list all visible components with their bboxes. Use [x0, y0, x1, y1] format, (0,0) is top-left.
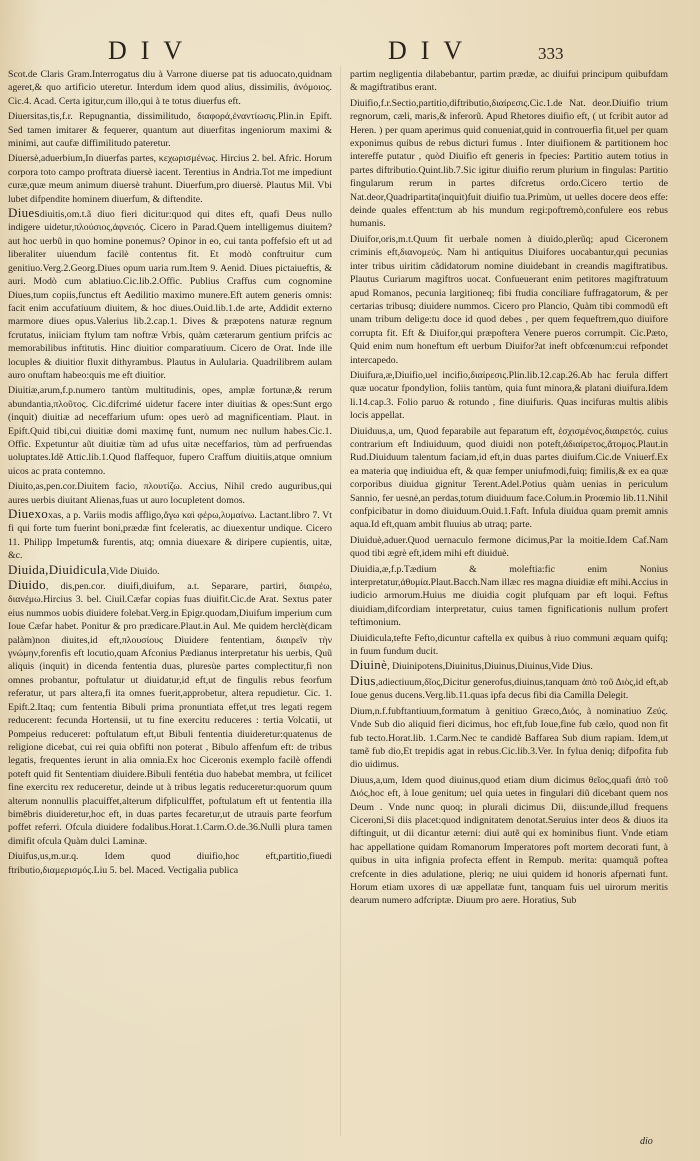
dictionary-entry: [350, 532, 668, 561]
dictionary-entry: [350, 630, 668, 659]
entry-text: , dis,pen.cor. diuifi,diuifum, a.t. Separare, partiri, διαιρέω, διανέμω.Hircius 3. bel. Ciuil.Cæfar copias fuas diuifit.Cic.de Arat. Sextus pater eius nummos uobis diuidere folebat.Verg.in Epigr.quodam,Diuifum imperium cum Ioue Cæfar habet. Ponitur & pro prædicare.Plaut.in Aul. Me quidem herclè(dicam palàm)non diuites,id eft,πλουσίους Diuidere fententiam, διαιρεῖν τὴν γνώμην,forenfis eft locutio,quam Afconius Pædianus interpretatur his uerbis, Quũ aliquis (inquit) in dicenda fententia duas, pluresùe partes complectitur,fi non omnes probantur, poftulatur ut diuidatur,id eft,ut de fingulis rebus feorfum referatur, ut pars altera,fi ita omnes fuerit,approbetur, altera repudietur. Cic. 1. Epift.2.Itaq; cum fententia Bibuli prima pronuntiata effet,ut tres legati regem reducerent: fecunda Hortensii, ut tu fine exercitu reduceres : tertia Volcatii, ut Pompeius reduceret: poftulatum eft,ut Bibuli fententia diuideretur:quatenus de religione dicebat, cui rei quia obfifti non poterat , Bibulo affenfum eft: de tribus legatis, frequentes ierunt in alia omnia.Ex hoc Ciceronis exemplo facilè offendi poteft quid fit Sententiam diuidere.Bibuli fentétia duo habebat membra, ut fcilicet fine exercitu rex reduceretur, deinde ut à tribus legatis reduceretur:quorum quum alterum nonnullis placuiffet,alterum difpliculffet, poftulatum eft ut fententia illa bimēbris diuideretur,hoc eft, in duas partes fecaretur,ut de utrauis parte feorfum poffet referri. Ofcula diuidere fodalibus.Horat.1.Carm.O.de.36.Nulli plura tamen dimifit ofcula Quàm dulci Laminæ.: [8, 581, 332, 847]
entry-text: Diuitiæ,arum,f.p.numero tantùm multitudinis, opes, amplæ fortunæ,& rerum abundantia,πλοῦτος. Cic.difcrimé uidetur facere inter diuitias & opes:Sunt ergo (inquit) diuitiæ ad neceffarium ufum: opes uerò ad magnificentiam. Plaut. in Epift.Quid tibi,cui diuitiæ domi maximę funt, numum nec nullum habes.Cic.1. Offic. Expetuntur aũt diuitiæ tùm ad ufus uitæ neceffarios, tùm ad perfruendas uoluptates.Idẽ Attic.lib.1.Quod flaffequor, fupero Craffum diuitiis,atque omnium uicos ac prata contemno.: [8, 385, 332, 477]
dictionary-entry: [350, 703, 668, 772]
entry-text: Diuifus,us,m.ur.q. Idem quod diuifio,hoc eft,partitio,fiuedi ftributio,διαμερισμός.Liu 5. bel. Maced. Vectigalia publica: [8, 851, 332, 876]
entry-text: Diuito,as,pen.cor.Diuitem facio, πλουτίζω. Accius, Nihil credo auguribus,qui aures uerbis diuitant Alienas,fuas ut auro locupletent domos.: [8, 481, 332, 506]
right-column: [350, 66, 668, 1146]
entry-text: partim negligentia dilabebantur, partim prædæ, ac diuifui principum quibufdam & magiftratibus erant.: [350, 69, 668, 94]
dictionary-entry: [350, 367, 668, 423]
entry-text: Diuifura,æ,Diuifio,uel incifio,διαίρεσις.Plin.lib.12.cap.26.Ab hac ferula differt quæ uocatur fpondylion, foliis tantùm, quia funt minora,& platani diuifura.Idem li.14.cap.3. Folio paruo & rotundo , fine diuifuris. Quas incifuras multis alibis locis appellat.: [350, 369, 668, 422]
dictionary-entry: [8, 206, 332, 382]
entry-text: Diuiduus,a, um, Quod feparabile aut feparatum eft, ἐσχισμένος,διαιρετός. cuius contrarium eft Indiuiduum, quod diuidi non poteft,ἀδιαίρετος,ἄτομος.Plaut.in Rud.Diuiduum talentum faciam,id eft,in duas partes diuifum.Cic.de Vniuerf.Ex ea materia quę indiuidua eft, & quæ femper uniufmodi,fuiq; fimilis,& ex ea quæ corporibus diuidua gignitur Terent.Adel.Potius quàm uenias in periculum Sannio, fer uesnė,an perdas,totum diuiduum face.Colum.in Proœmio lib.11.Nihil confpicibatur in domo diuiduum.Ouid.1.Faft. Infula diuidua quam premit amnis aqua.Id eft,quam ambit fluuius ab utraq; parte.: [350, 425, 668, 531]
dictionary-entry: [8, 563, 332, 578]
entry-text: Dium,n.f.fubftantiuum,formatum à genitiuo Græco,Διός, à nominatiuo Ζεύς. Vnde Sub dio aliquid fieri dicimus, hoc eft,fub Ioue,fine fub cælo, quod non fit fub tecto.Horat.lib. 1.Carm.Nec te candidè Baffarea Sub dium rapiam. Idem,ut tamẽ fub dio,Et trepidis agat in rebus.Cic.lib.3.Ver. In fylua deniq; difpofita fub dio uidimus.: [350, 705, 668, 771]
entry-lemma: Diues: [8, 205, 40, 221]
entry-text: Diuersè,aduerbium,In diuerfas partes, κεχωρισμένως. Hircius 2. bel. Afric. Horum corpora toto campo proftrata diuersè iacent. Terentius in Andria.Tot me impediunt curæ,quæ meum animum diuersè trahunt. Diuerfum,pro diuersè. Plautus Mil. Vbi lubet difpendite hominem diuerfum, & diftendite.: [8, 153, 332, 205]
dictionary-entry: [350, 231, 668, 367]
entry-text: Diuersitas,tis,f.r. Repugnantia, dissimilitudo, διαφορά,ἐναντίωσις.Plin.in Epift. Sed tamen imitarer & fequerer, quantum aut diuerfitas ingeniorum maximi & minimi, aut caufæ diffimilitudo pateretur.: [8, 111, 332, 150]
entry-lemma: Diuido: [8, 577, 46, 593]
entry-text: Diuidicula,tefte Fefto,dicuntur caftella ex quibus à riuo communi æquam quifq; in fuum fundum ducit.: [350, 632, 668, 658]
entry-lemma: Diuexo: [8, 506, 49, 521]
entry-text: ,adiectiuum,δῖος,Dicitur generofus,diuinus,tanquam ἀπὸ τοῦ Διὸς,id eft,ab Ioue genus ducens.Verg.lib.11.quas ipfa decus fibi dia Camilla Delegit.: [350, 676, 668, 702]
entry-text: ,Vide Diuido.: [106, 565, 160, 577]
left-column: [8, 66, 332, 1146]
dictionary-entry: [350, 66, 668, 95]
entry-text: xas, a p. Variis modis affligo,ἄγω καὶ φέρω,λυμαίνω. Lactant.libro 7. Vt fi qui forte tum fuerint boni,prædæ fint fceleratis, ac diuexentur undique. Cicero 11. Philipp Impetum& furentis, atq; omnia diuexare & diripere cupientis, uitæ, &c.: [8, 510, 332, 562]
dictionary-entry: [350, 423, 668, 532]
dictionary-entry: [350, 674, 668, 703]
entry-text: Scot.de Claris Gram.Interrogatus diu à Varrone diuerse pat tis aduocato,quidnam ageret,& quo artificio uteretur. Interdum idem quod alius, dissimilis, ἀνόμοιος. Cic.4. Acad. Certa igitur,cum illo,qui à te totus diuerfus eft.: [8, 69, 332, 107]
dictionary-entry: [8, 507, 332, 563]
column-gutter: [340, 66, 341, 1136]
dictionary-entry: [350, 95, 668, 231]
dictionary-entry: [350, 658, 668, 673]
catchword: dio: [640, 1136, 653, 1147]
dictionary-entry: [350, 561, 668, 630]
entry-text: Diuifio,f.r.Sectio,partitio,diftributio,διαίρεσις.Cic.1.de Nat. deor.Diuifio trium regnorum, cæli, maris,& inferorũ. Apud Rhetores diuifio eft, ( ut fcribit autor ad Heren. ) per quam aperimus quid conueniat,quid in controuerfia fit,uel per quam exponimus quibus de rebus dicturi fumus . Inter diuifionem & partitionem hoc intereffe putatur , quòd Diuifio eft generis in fpecies: Partitio autem totius in partes diftributio.Quint.lib.7.Sic igitur diuifio rerum plurium in fingulas: Partitio fingularum rerum in partes difcretus ordo.Cicero tertio de Nat.deor,Quadripartita(inquit)fuit diuifio tua.Primùm, ut uelles docere deos effe: deinde quales effent:tum ab his mundum regi:poftremò,confulere eos rebus humanis.: [350, 97, 668, 230]
page-number: 333: [538, 44, 564, 63]
dictionary-entry: [8, 578, 332, 848]
header-right-word: DIV: [388, 36, 477, 65]
entry-lemma: Diuinè: [350, 657, 388, 673]
entry-lemma: Diuida,Diuidicula: [8, 561, 107, 577]
dictionary-entry: [8, 848, 332, 877]
dictionary-entry: [8, 478, 332, 507]
entry-text: , Diuinipotens,Diuinitus,Diuinus,Diuinus,Vide Dius.: [387, 661, 593, 673]
entry-lemma: Dius: [350, 672, 376, 688]
dictionary-entry: [8, 66, 332, 108]
dictionary-entry: [8, 382, 332, 478]
entry-text: Diuidia,æ,f.p.Tædium & moleftia:fic enim Nonius interpretatur,ἀθυμία.Plaut.Bacch.Nam illæc res magna diuidiæ eft mihi.Accius in iudicio armorum.Huius me diuidia cogit plufquam par eft loqui. Feftus diuidiam,difcordiam interpretatur, cuius tamen fignificationis nullum profert teftimonium.: [350, 563, 668, 629]
header-left-word: DIV: [108, 36, 197, 65]
entry-text: Diuiduè,aduer.Quod uernaculo fermone dicimus,Par la moitie.Idem Caf.Nam quod tibi ægrè eft,idem mihi eft diuiduè.: [350, 534, 668, 560]
entry-text: Diuifor,oris,m.t.Quum fit uerbale nomen à diuido,plerũq; apud Ciceronem criminis eft,διανομεύς. Nam hi antiquitus Diuifores uocabantur,qui pecunias inter tribus uiritim cãdidatorum nomine diuidebant in creandis magiftratibus. Plautus Curiarum magiftros uocat. Confueuerant enim petitores magiftratuum apud Romanos, pecunia largitioneq; fibi ftudia conciliare fuffragatorum, & per certarias tribusq; diuidere nummos. Cicero pro Plancio, Quàm tibi commodũ eft unam tribum delige:tu doce id quod debes , per quem fequeftrem,quo diuifore corrupta fit. Eft & Diuifor,qui præpoftera Venere pueros corrumpit. Cic.Pæto, Quid enim num honeftum eft uerbum Diuifor?at ineft obfcœnum:cui refpondet intercapedo.: [350, 233, 668, 366]
dictionary-entry: [350, 772, 668, 908]
entry-text: Diuus,a,um, Idem quod diuinus,quod etiam dium dicimus θεῖος,quafi ἀπὸ τοῦ Διός,hoc eft, à Ioue genitum; uel quia uetes in fingulari diũ dicebant quem nos Deum . Vnde nunc quoq; in plurali dicimus Dii, diis:unde,illud frequens Ciceroni,Si diis placet:quod indignitatem denotat.Seruius inter deos & diuos ita diftinguit, ut dii dicantur æterni: diui autẽ qui ex hominibus fiunt. Vnde etiam hac appellatione quidam Romanorum Imperatores poft mortem decorati funt, à quibus in uita infignia profecta effent in Rempub. merita: quamquã poftea crefcente in dies adulatione, pleriq; ne uiui quidem id honoris afpernati funt. Horum etiam uxores di uæ appellatæ funt, tanquam fuis uel uirorum meritis dearum numero adfcriptæ. Diuum pro aere. Horatius, Sub: [350, 774, 668, 907]
dictionary-entry: [8, 150, 332, 206]
dictionary-entry: [8, 108, 332, 150]
entry-text: diuitis,om.t.ã diuo fieri dicitur:quod qui dites eft, quafi Deus nullo indigere uidetur,πλούσιος,ἀφνειός. Cicero in Parad.Quem intelligemus diuitem?aut hoc uerbũ in quo homine ponemus? Opinor in eo, cui tanta poffefsio eft ut ad liberaliter uiuendum facilè contentus fit. Et modò conftruitur cum genitiuo.Verg.2.Georg.Diues opum uaria rum.Item 9. Aenid. Diues pictaiueftis, & auri. Modò cum ablatiuo.Cic.lib.2.Offic. Publius Craffus cum cognomine Diues,tum copiis,functus eft Aedilitio maximo munere.Eft autem generis omnis: facit enim accufatiuum diuitem, & hoc diues.Ouid.lib.1.de arte, Addidit externo marmore diues opus.Valerius lib.2.cap.1. Dives & præpotens naturæ regnum fcrutatus, iniiciam ftylum tam noftræ Vrbis, quàm cæterarum gentium prifcis ac memorabilibus inftitutis. Hinc diuitior comparatiuum. Cicero de Orat. Inde ille locuples & diuitior fluxit dithyrambus. Plautus in Aulularia. Quadrilibrem aulam auro onuftam habeo:quis me eft diuitior.: [8, 209, 332, 381]
